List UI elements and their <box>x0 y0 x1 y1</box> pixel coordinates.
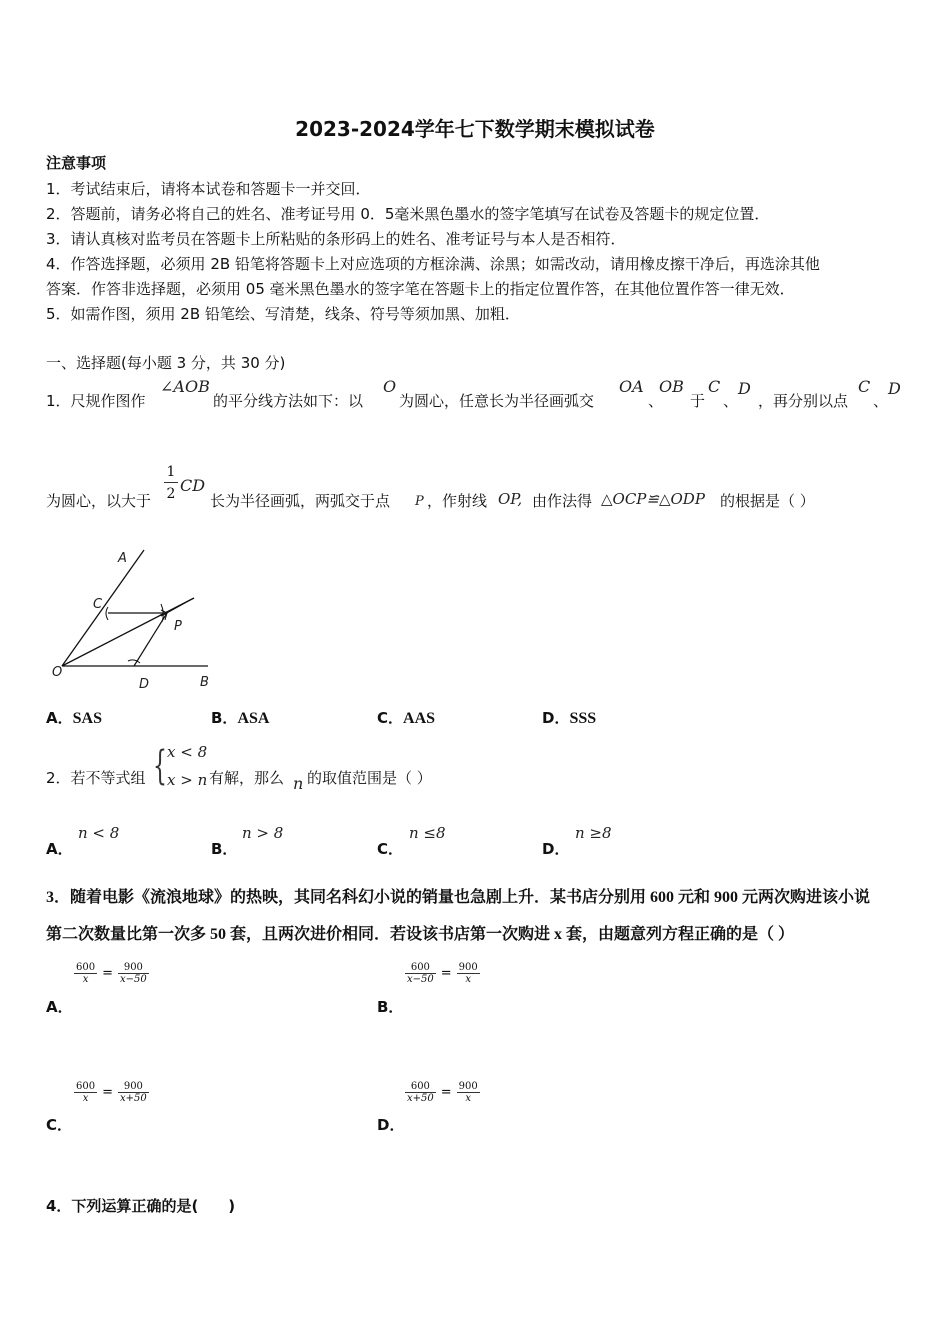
q3-option-b-letter: B． <box>377 998 404 1016</box>
q3-option-a-letter: A． <box>46 998 73 1016</box>
q1-math-d2: D <box>888 379 901 398</box>
q2-option-b-letter: B． <box>211 840 238 858</box>
q1-frac-bar <box>164 482 178 483</box>
q2-option-d-letter: D． <box>542 840 570 858</box>
notice-item: 4．作答选择题，必须用 2B 铅笔将答题卡上对应选项的方框涂满、涂黑；如需改动，请用橡皮擦干净后，再选涂其他 <box>46 255 820 273</box>
q1-text: ，再分别以点 <box>758 392 849 410</box>
q2-option-b-value: n > 8 <box>242 824 284 842</box>
label-d: D <box>139 677 150 692</box>
section-heading: 一、选择题(每小题 3 分，共 30 分) <box>46 354 286 372</box>
label-a: A <box>118 551 127 566</box>
q1-text: 由作法得 <box>532 492 593 510</box>
q1-text: 为圆心，任意长为半径画弧交 <box>399 392 595 410</box>
label-o: O <box>52 665 63 680</box>
q1-figure <box>44 540 224 695</box>
q3-option-c-letter: C． <box>46 1116 73 1134</box>
q1-frac-num: 1 <box>166 464 176 480</box>
q2-system-line2: x > n <box>167 771 208 789</box>
notice-item: 5．如需作图，须用 2B 铅笔绘、写清楚，线条、符号等须加黑、加粗． <box>46 305 520 323</box>
q1-math-p: P <box>415 494 424 509</box>
label-c: C <box>93 597 103 612</box>
q2-option-d-value: n ≥8 <box>575 824 612 842</box>
notice-item: 3．请认真核对监考员在答题卡上所粘贴的条形码上的姓名、准考证号与本人是否相符． <box>46 230 626 248</box>
q2-option-c-value: n ≤8 <box>409 824 446 842</box>
q1-option-c: C．AAS <box>377 709 436 727</box>
ray-oa <box>62 550 144 666</box>
q3-option-c-equation: $\frac{600}{x}$ = $\frac{900}{x+50}$ <box>76 1081 147 1104</box>
q1-text: 、 <box>648 392 664 410</box>
q2-system-line1: x < 8 <box>167 743 208 761</box>
arc-c <box>106 607 108 620</box>
q1-frac-den: 2 <box>166 486 176 502</box>
q1-text: ，作射线 <box>427 492 488 510</box>
notice-item: 答案．作答非选择题，必须用 05 毫米黑色墨水的签字笔在答题卡上的指定位置作答，在其他位置作答一律无效． <box>46 280 795 298</box>
q1-math-op: OP, <box>498 490 523 508</box>
q1-text: 的根据是（ ） <box>720 492 815 510</box>
q2-option-c-letter: C． <box>377 840 404 858</box>
q2-option-a-value: n < 8 <box>78 824 120 842</box>
q3-option-d-letter: D． <box>377 1116 405 1134</box>
q1-option-b: B．ASA <box>211 709 270 727</box>
label-b: B <box>200 675 209 690</box>
q4-text: 4．下列运算正确的是( ) <box>46 1197 236 1215</box>
q2-text: 2．若不等式组 <box>46 769 146 787</box>
q1-option-a: A．SAS <box>46 709 102 727</box>
q2-system-brace: { <box>153 743 167 789</box>
q1-text: 长为半径画弧，两弧交于点 <box>210 492 391 510</box>
q1-math-aob: ∠AOB <box>160 377 210 396</box>
notice-item: 2．答题前，请务必将自己的姓名、准考证号用 0．5毫米黑色墨水的签字笔填写在试卷及答题卡的规定位置． <box>46 205 770 223</box>
q3-option-a-equation: $\frac{600}{x}$ = $\frac{900}{x-50}$ <box>76 962 147 985</box>
q1-math-cd: CD <box>180 476 206 495</box>
q1-text: 于 <box>690 392 706 410</box>
q3-option-d-equation: $\frac{600}{x+50}$ = $\frac{900}{x}$ <box>407 1081 478 1104</box>
q1-text: 、 <box>723 392 739 410</box>
notice-item: 1．考试结束后，请将本试卷和答题卡一并交回． <box>46 180 371 198</box>
q1-text: 的平分线方法如下：以 <box>213 392 364 410</box>
q1-math-d: D <box>738 379 751 398</box>
ray-op-extension <box>167 598 194 613</box>
label-p: P <box>174 619 182 634</box>
q2-option-a-letter: A． <box>46 840 73 858</box>
q1-math-c: C <box>708 377 721 396</box>
page-title: 2023-2024学年七下数学期末模拟试卷 <box>295 117 655 141</box>
q1-math-ob: OB <box>659 377 684 396</box>
q3-option-b-equation: $\frac{600}{x-50}$ = $\frac{900}{x}$ <box>407 962 478 985</box>
q1-text: 、 <box>873 392 889 410</box>
q3-text-line1: 3．随着电影《流浪地球》的热映，其同名科幻小说的销量也急剧上升．某书店分别用 600 元和 900 元两次购进该小说 <box>46 889 871 906</box>
q1-option-d: D．SSS <box>542 709 597 727</box>
q1-math-o: O <box>383 377 397 396</box>
q2-math-n: n <box>293 774 304 793</box>
q1-text: 1．尺规作图作 <box>46 392 146 410</box>
q1-math-c2: C <box>858 377 871 396</box>
notice-heading: 注意事项 <box>46 154 107 172</box>
q1-math-oa: OA <box>619 377 644 396</box>
q2-text: 的取值范围是（ ） <box>307 769 432 787</box>
q1-math-congruent: △OCP≌△ODP <box>601 490 705 508</box>
q3-text-line2: 第二次数量比第一次多 50 套，且两次进价相同．若设该书店第一次购进 x 套，由题意列方程正确的是（ ） <box>46 926 795 943</box>
q1-text: 为圆心，以大于 <box>46 492 152 510</box>
q2-text: 有解，那么 <box>209 769 285 787</box>
